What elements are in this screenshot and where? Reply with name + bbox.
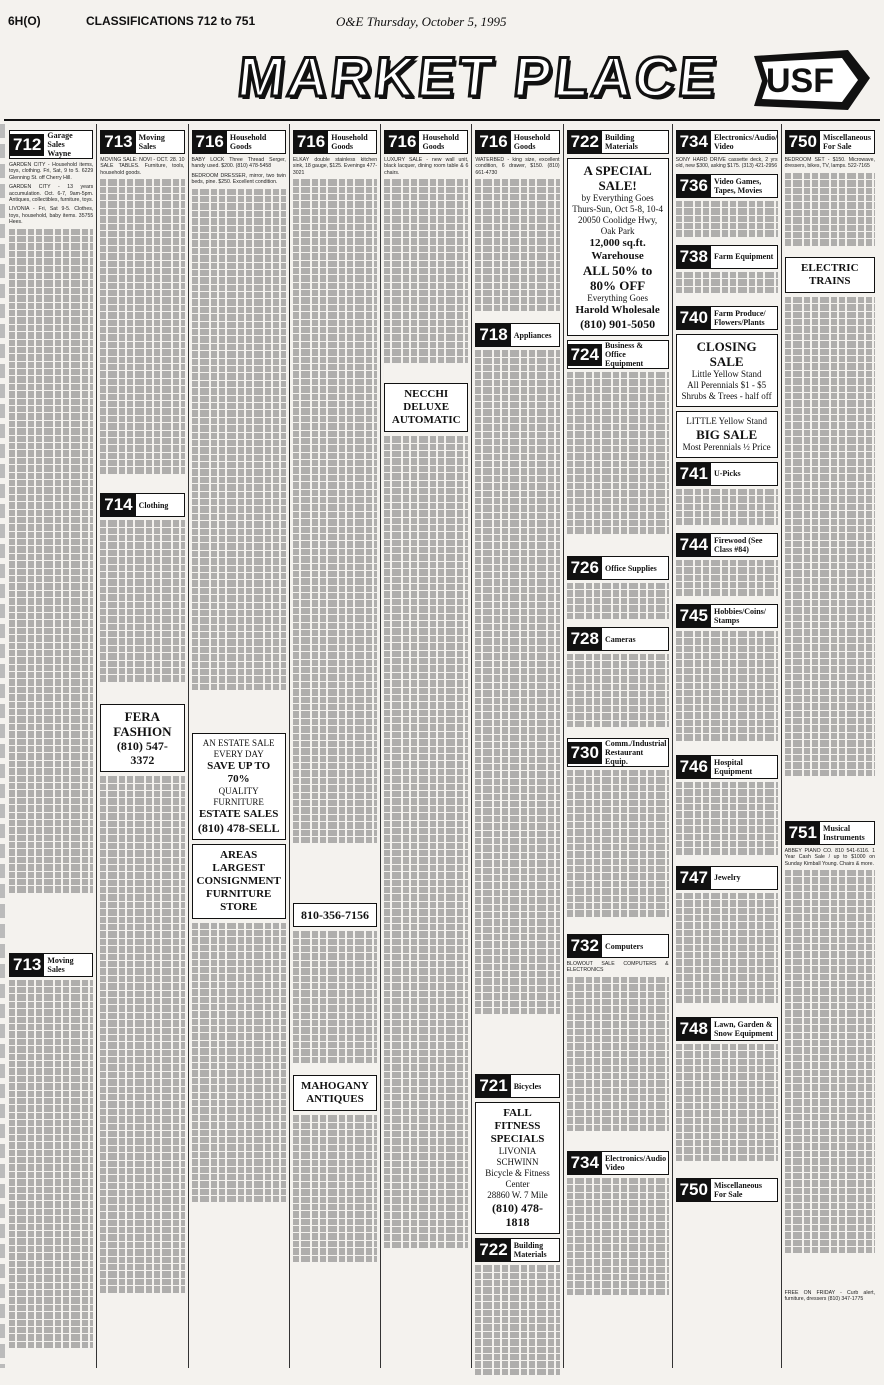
special-sale-line: 20050 Coolidge Hwy, Oak Park <box>578 215 658 236</box>
electric-trains-title: ELECTRIC TRAINS <box>801 261 859 287</box>
section-number: 722 <box>476 1239 510 1261</box>
section-name: U-Picks <box>713 469 741 479</box>
section-number: 721 <box>476 1075 510 1097</box>
running-header <box>6 6 878 38</box>
section-number: 713 <box>101 131 135 153</box>
section-number: 740 <box>677 307 711 329</box>
areas-line: AREAS LARGEST <box>212 848 265 874</box>
estate-line: SAVE UP TO 70% <box>207 759 271 785</box>
usf-logo-icon <box>752 48 872 114</box>
classified-ad: BLOWOUT SALE COMPUTERS & ELECTRONICS <box>566 961 669 974</box>
section-header <box>676 306 778 330</box>
section-header <box>676 604 778 628</box>
section-name: Office Supplies <box>604 563 657 573</box>
section-name: Electronics/Audio Video <box>604 1153 667 1172</box>
section-name: Building Materials <box>513 1241 547 1260</box>
ad-text-block <box>192 189 286 729</box>
ad-text-block <box>676 782 778 862</box>
ad-text-block <box>567 583 669 623</box>
estate-sale-ad <box>192 733 286 840</box>
special-sale-line: Everything Goes <box>587 293 648 303</box>
section-name: Garage Sales Wayne <box>47 131 73 158</box>
section-name: Electronics/Audio/ Video <box>713 133 778 151</box>
special-sale-line: by Everything Goes <box>581 193 654 203</box>
section-name: Business & Office Equipment <box>604 341 644 368</box>
page-number: 6H(O) <box>8 14 41 28</box>
section-number: 716 <box>193 131 227 153</box>
section-name: Farm Produce/ Flowers/Plants <box>713 308 766 327</box>
areas-largest-ad <box>192 844 286 919</box>
section-header <box>567 1151 669 1175</box>
section-header <box>567 556 669 580</box>
big-sale-line: LITTLE Yellow Stand <box>686 415 767 426</box>
usf-logo-text: USF <box>766 62 834 100</box>
special-sale-ad <box>567 158 669 336</box>
section-header <box>475 1074 559 1098</box>
classified-ad: BABY LOCK Three Thread Serger, handy used. $200. (810) 478-5458 <box>191 157 286 170</box>
closing-line: Little Yellow Stand <box>691 368 762 379</box>
special-sale-line: ALL 50% to 80% OFF <box>582 263 653 293</box>
ad-text-block <box>567 372 669 552</box>
section-number: 744 <box>677 534 711 556</box>
ad-text-block <box>475 179 559 319</box>
section-number: 714 <box>101 494 135 516</box>
section-header <box>676 866 778 890</box>
special-sale-phone: (810) 901-5050 <box>580 317 656 331</box>
column-4 <box>290 124 381 1368</box>
necchi-line: AUTOMATIC <box>391 414 461 427</box>
fera-phone: (810) 547-3372 <box>116 739 168 768</box>
section-name: Firewood (See Class #84) <box>713 535 763 554</box>
section-name: Musical Instruments <box>822 823 865 842</box>
section-name: Household Goods <box>513 133 551 151</box>
areas-line: CONSIGNMENT <box>196 874 281 887</box>
section-number: 751 <box>786 822 820 844</box>
section-number: 750 <box>677 1179 711 1201</box>
section-number: 736 <box>677 175 711 197</box>
ad-text-block <box>293 931 377 1071</box>
dateline: O&E Thursday, October 5, 1995 <box>336 14 507 29</box>
section-header <box>475 323 559 347</box>
fitness-line: 28860 W. 7 Mile <box>487 1190 548 1201</box>
closing-sale-ad <box>676 334 778 407</box>
special-sale-line: 12,000 sq.ft. Warehouse <box>589 237 646 262</box>
section-number: 724 <box>568 344 602 366</box>
ad-text-block <box>785 173 875 253</box>
section-name: Comm./Industrial Restaurant Equip. <box>604 739 667 766</box>
section-name: Hobbies/Coins/ Stamps <box>713 606 766 625</box>
ad-text-block <box>293 1115 377 1315</box>
section-name: Moving Sales <box>138 133 165 151</box>
section-name: Appliances <box>513 330 552 340</box>
section-number: 750 <box>786 131 820 153</box>
necchi-ad <box>384 383 468 432</box>
section-name: Jewelry <box>713 873 741 883</box>
classified-ad: SONY HARD DRIVE cassette deck, 2 yrs old, new $300, asking $175. (313) 421-2956 <box>675 157 778 170</box>
column-2 <box>97 124 188 1368</box>
section-name: Miscellaneous For Sale <box>822 133 871 151</box>
section-header <box>676 130 778 154</box>
ad-text-block <box>676 631 778 751</box>
section-header <box>676 1017 778 1041</box>
estate-phone: (810) 478-SELL <box>197 820 280 835</box>
classified-ad: ABBEY PIANO CO. 810 541-6116. 1 Year Cash Sale / up to $1000 on Sunday Kimball Young. Chairs & more. <box>784 847 875 867</box>
ad-text-block <box>384 179 468 379</box>
section-header <box>567 340 669 369</box>
classified-ad: GARDEN CITY - Household items, toys, clothing. Fri, Sat, 9 to 5. 6229 Glenning St. off Cherry Hill. <box>9 162 94 181</box>
classifications-range: CLASSIFICATIONS 712 to 751 <box>86 14 256 28</box>
ad-text-block <box>192 923 286 1223</box>
market-place-title: MARKET PLACE <box>234 45 723 108</box>
ad-text-block <box>9 980 93 1380</box>
section-header <box>384 130 468 154</box>
big-sale-line: BIG SALE <box>696 426 758 442</box>
section-header <box>293 130 377 154</box>
areas-line: FURNITURE STORE <box>205 887 272 913</box>
section-name: Hospital Equipment <box>713 757 753 776</box>
ad-text-block <box>567 1178 669 1308</box>
estate-line: QUALITY FURNITURE <box>213 785 264 807</box>
fera-name: FERA FASHION <box>113 709 172 740</box>
section-number: 726 <box>568 557 602 579</box>
fitness-line: SPECIALS <box>490 1133 545 1146</box>
ad-text-block <box>785 297 875 817</box>
section-header <box>567 627 669 651</box>
fitness-line: Bicycle & Fitness Center <box>485 1168 550 1190</box>
closing-line: All Perennials $1 - $5 <box>687 379 767 390</box>
section-number: 716 <box>385 131 419 153</box>
ad-text-block <box>475 350 559 1070</box>
section-header <box>676 755 778 779</box>
fitness-line: LIVONIA SCHWINN <box>496 1146 539 1168</box>
column-1 <box>6 124 97 1368</box>
section-number: 730 <box>568 742 602 764</box>
section-name: Computers <box>604 941 644 951</box>
section-header <box>475 130 559 154</box>
estate-line: EVERY DAY <box>213 748 264 759</box>
section-header <box>100 130 184 154</box>
section-number: 712 <box>10 134 44 156</box>
classified-ad: LIVONIA - Fri, Sat 9-5. Clothes, toys, household, baby items. 35755 Hees. <box>9 206 94 226</box>
ad-text-block <box>676 560 778 600</box>
phone-ad <box>293 903 377 927</box>
binding-edge <box>0 124 5 1368</box>
ad-text-block <box>676 893 778 1013</box>
section-number: 732 <box>568 935 602 957</box>
section-number: 728 <box>568 628 602 650</box>
section-header <box>676 174 778 198</box>
fera-fashion-ad <box>100 704 184 772</box>
classified-ad: FREE ON FRIDAY - Curb alert, furniture, dressers (810) 347-1775 <box>784 1290 875 1303</box>
ad-text-block <box>785 870 875 1290</box>
fitness-phone: (810) 478-1818 <box>491 1201 543 1230</box>
closing-line: CLOSING SALE <box>696 338 757 369</box>
section-header <box>567 738 669 767</box>
section-number: 734 <box>568 1152 602 1174</box>
ad-text-block <box>100 776 184 1336</box>
mahogany-line: MAHOGANY <box>301 1080 369 1093</box>
section-header <box>676 245 778 269</box>
section-header <box>785 821 875 845</box>
section-name: Clothing <box>138 500 169 510</box>
ad-text-block <box>567 977 669 1147</box>
section-name: Video Games, Tapes, Movies <box>713 176 763 195</box>
classified-columns <box>6 124 878 1368</box>
ad-text-block <box>676 272 778 302</box>
section-header <box>676 1178 778 1202</box>
big-sale-line: Most Perennials ½ Price <box>682 441 771 452</box>
section-header <box>785 130 875 154</box>
section-number: 746 <box>677 756 711 778</box>
column-7 <box>564 124 673 1368</box>
phone-number: 810-356-7156 <box>300 908 369 923</box>
section-name: Building Materials <box>604 133 638 151</box>
section-number: 716 <box>476 131 510 153</box>
section-header <box>9 130 93 159</box>
section-header <box>567 934 669 958</box>
masthead-rule <box>4 119 880 121</box>
section-name: Household Goods <box>422 133 459 151</box>
ad-text-block <box>100 520 184 700</box>
ad-text-block <box>9 229 93 949</box>
section-number: 745 <box>677 605 711 627</box>
section-number: 734 <box>677 131 711 153</box>
ad-text-block <box>567 654 669 734</box>
classified-ad: ELKAY double stainless kitchen sink, 18 gauge, $125. Evenings 477-3021 <box>292 157 378 176</box>
classified-ad: WATERBED - king size, excellent condition, 6 drawer, $150. (810) 661-4730 <box>475 157 560 176</box>
section-name: Bicycles <box>513 1081 542 1091</box>
fall-fitness-ad <box>475 1102 559 1234</box>
estate-line: ESTATE SALES <box>198 807 279 820</box>
ad-text-block <box>100 179 184 489</box>
ad-text-block <box>293 179 377 899</box>
necchi-line: NECCHI DELUXE <box>403 388 450 414</box>
column-3 <box>189 124 290 1368</box>
classified-ad: BEDROOM DRESSER, mirror, two twin beds, pine. $250. Excellent condition. <box>191 172 286 186</box>
mahogany-line: ANTIQUES <box>306 1093 364 1106</box>
fitness-line: FALL FITNESS <box>494 1107 541 1133</box>
ad-text-block <box>384 436 468 1296</box>
classified-ad: LUXURY SALE - new wall unit, black lacquer, dining room table & 6 chairs. <box>384 157 469 176</box>
electric-trains-ad <box>785 257 875 293</box>
masthead <box>0 38 884 120</box>
ad-text-block <box>475 1265 559 1385</box>
section-header <box>676 462 778 486</box>
section-name: Farm Equipment <box>713 252 774 262</box>
estate-line: AN ESTATE SALE <box>202 737 275 748</box>
section-name: Miscellaneous For Sale <box>713 1180 762 1199</box>
section-name: Moving Sales <box>47 955 74 974</box>
classified-ad: MOVING SALE: NOVI - OCT. 28. 10 SALE TABLES. Furniture, tools, household goods. <box>100 157 185 176</box>
special-sale-line: Harold Wholesale <box>575 304 660 316</box>
special-sale-line: A SPECIAL SALE! <box>583 163 652 193</box>
ad-text-block <box>676 489 778 529</box>
section-number: 748 <box>677 1018 711 1040</box>
section-header <box>9 953 93 977</box>
section-number: 722 <box>568 131 602 153</box>
special-sale-line: Thurs-Sun, Oct 5-8, 10-4 <box>572 204 663 214</box>
ad-text-block <box>567 770 669 930</box>
column-9 <box>782 124 878 1368</box>
classified-ad: BEDROOM SET - $150. Microwave, dressers, bikes, TV, lamps. 522-7165 <box>784 157 875 170</box>
section-header <box>100 493 184 517</box>
ad-text-block <box>676 1044 778 1174</box>
section-number: 741 <box>677 463 711 485</box>
ad-text-block <box>676 201 778 241</box>
section-number: 738 <box>677 246 711 268</box>
classified-ad: GARDEN CITY - 13 years accumulation. Oct. 6-7, 9am-5pm. Antiques, collectibles, furniture, toys. <box>9 184 94 204</box>
section-number: 716 <box>294 131 328 153</box>
section-number: 713 <box>10 954 44 976</box>
big-sale-ad <box>676 411 778 458</box>
section-name: Lawn, Garden & Snow Equipment <box>713 1019 773 1038</box>
mahogany-ad <box>293 1075 377 1111</box>
column-6 <box>472 124 563 1368</box>
section-name: Household Goods <box>331 133 368 151</box>
column-5 <box>381 124 472 1368</box>
section-name: Cameras <box>604 634 636 644</box>
column-8 <box>673 124 782 1368</box>
section-number: 747 <box>677 867 711 889</box>
closing-line: Shrubs & Trees - half off <box>681 390 772 401</box>
section-header <box>475 1238 559 1262</box>
section-name: Household Goods <box>229 133 267 151</box>
section-header <box>192 130 286 154</box>
section-number: 718 <box>476 324 510 346</box>
section-header <box>567 130 669 154</box>
section-header <box>676 533 778 557</box>
